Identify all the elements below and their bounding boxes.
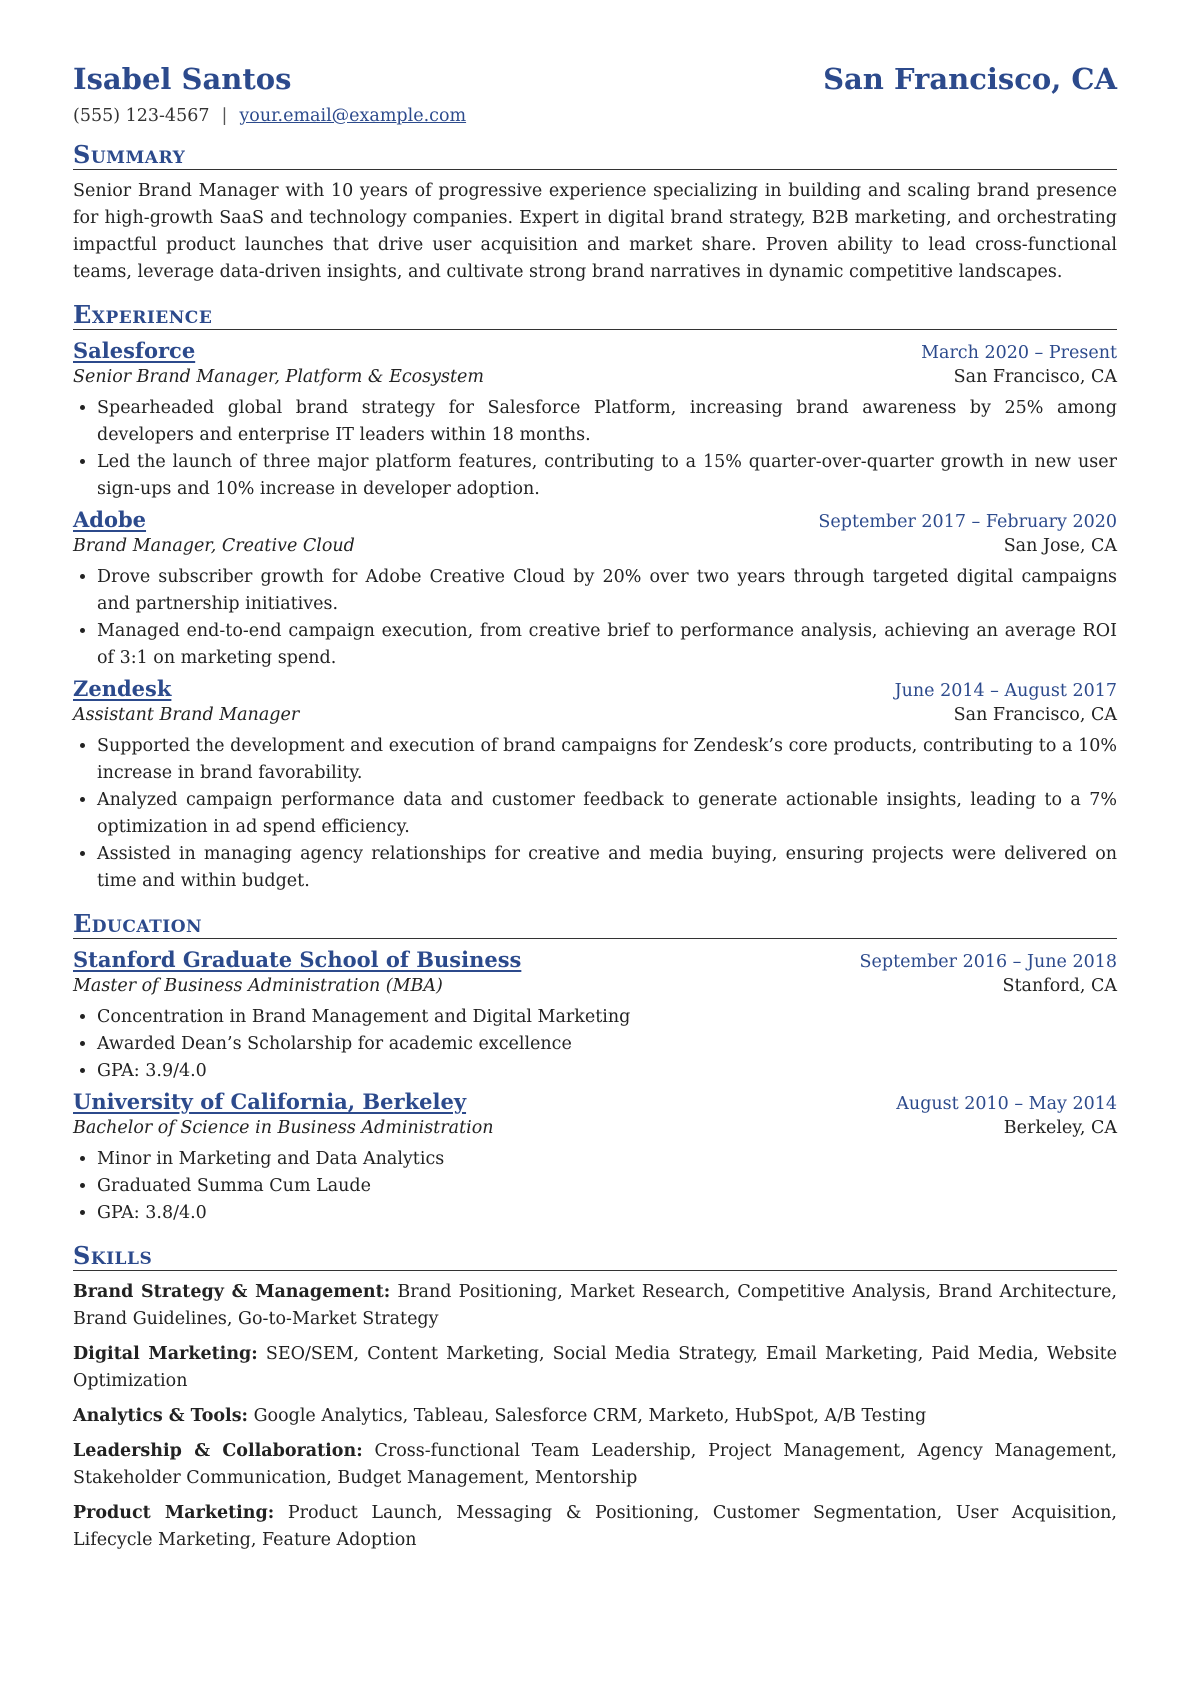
skill-category: Digital Marketing: bbox=[73, 1344, 258, 1364]
degree: Master of Business Administration (MBA) bbox=[73, 976, 443, 996]
skill-category: Analytics & Tools: bbox=[73, 1406, 248, 1426]
entry-header bbox=[73, 338, 1117, 363]
bullet-item: • Led the launch of three major platform features, contributing to a 15% quarter-over-quarter growth in new user sign-ups and 10% increase in developer adoption. bbox=[97, 449, 1117, 503]
skill-line bbox=[73, 1438, 1117, 1492]
entry-subheader bbox=[73, 976, 1117, 996]
experience-entry bbox=[73, 676, 1117, 895]
skill-list-text: SEO/SEM, Content Marketing, Social Media Strategy, Email Marketing, Paid Media, Website Optimization bbox=[73, 1344, 1117, 1391]
entry-subheader bbox=[73, 1118, 1117, 1138]
bullet-list bbox=[73, 1004, 1117, 1085]
skill-line bbox=[73, 1500, 1117, 1554]
skill-list-text: Google Analytics, Tableau, Salesforce CRM, Marketo, HubSpot, A/B Testing bbox=[253, 1406, 927, 1426]
skill-list-text: Brand Positioning, Market Research, Competitive Analysis, Brand Architecture, Brand Guidelines, Go-to-Market Strategy bbox=[73, 1282, 1117, 1329]
bullet-list bbox=[73, 564, 1117, 672]
summary-heading: Summary bbox=[73, 142, 1117, 170]
entry-dates: August 2010 – May 2014 bbox=[896, 1094, 1117, 1114]
skill-list-text: Product Launch, Messaging & Positioning, Customer Segmentation, User Acquisition, Lifecycle Marketing, Feature Adoption bbox=[73, 1503, 1117, 1550]
bullet-item: • Concentration in Brand Management and Digital Marketing bbox=[97, 1004, 1117, 1031]
email-link[interactable]: your.email@example.com bbox=[239, 106, 467, 126]
resume-header bbox=[73, 62, 1117, 96]
bullet-item: • GPA: 3.9/4.0 bbox=[97, 1058, 1117, 1085]
entry-location: Berkeley, CA bbox=[1003, 1118, 1117, 1138]
contact-line bbox=[73, 106, 1117, 126]
bullet-item: • Graduated Summa Cum Laude bbox=[97, 1173, 1117, 1200]
job-title: Senior Brand Manager, Platform & Ecosystem bbox=[73, 367, 485, 387]
school-name[interactable]: Stanford Graduate School of Business bbox=[73, 947, 522, 972]
school-name[interactable]: University of California, Berkeley bbox=[73, 1089, 467, 1114]
entry-dates: September 2017 – February 2020 bbox=[818, 512, 1117, 532]
entry-location: Stanford, CA bbox=[1002, 976, 1117, 996]
bullet-item: • Minor in Marketing and Data Analytics bbox=[97, 1146, 1117, 1173]
entry-header bbox=[73, 947, 1117, 972]
education-heading: Education bbox=[73, 911, 1117, 939]
entry-location: San Francisco, CA bbox=[953, 705, 1117, 725]
skill-line bbox=[73, 1279, 1117, 1333]
entry-subheader bbox=[73, 705, 1117, 725]
entry-header bbox=[73, 1089, 1117, 1114]
skill-category: Leadership & Collaboration: bbox=[73, 1441, 363, 1461]
bullet-item: • Spearheaded global brand strategy for Salesforce Platform, increasing brand awareness by 25% among developers and enterprise IT leaders within 18 months. bbox=[97, 395, 1117, 449]
entry-header bbox=[73, 507, 1117, 532]
entry-location: San Jose, CA bbox=[1003, 536, 1117, 556]
job-title: Assistant Brand Manager bbox=[73, 705, 300, 725]
company-name[interactable]: Salesforce bbox=[73, 338, 196, 363]
skill-line bbox=[73, 1403, 1117, 1430]
job-title: Brand Manager, Creative Cloud bbox=[73, 536, 355, 556]
education-entry bbox=[73, 1089, 1117, 1227]
entry-location: San Francisco, CA bbox=[953, 367, 1117, 387]
entry-dates: March 2020 – Present bbox=[921, 343, 1117, 363]
bullet-item: • Managed end-to-end campaign execution, from creative brief to performance analysis, achieving an average ROI of 3:1 on marketing spend. bbox=[97, 618, 1117, 672]
bullet-item: • Awarded Dean’s Scholarship for academic excellence bbox=[97, 1031, 1117, 1058]
bullet-item: • GPA: 3.8/4.0 bbox=[97, 1200, 1117, 1227]
entry-dates: June 2014 – August 2017 bbox=[894, 681, 1117, 701]
skill-category: Brand Strategy & Management: bbox=[73, 1282, 391, 1302]
entry-dates: September 2016 – June 2018 bbox=[859, 952, 1117, 972]
bullet-list bbox=[73, 395, 1117, 503]
experience-heading: Experience bbox=[73, 302, 1117, 330]
candidate-location: San Francisco, CA bbox=[823, 62, 1117, 96]
phone-number: (555) 123-4567 bbox=[73, 106, 210, 126]
company-name[interactable]: Adobe bbox=[73, 507, 147, 532]
education-list bbox=[73, 947, 1117, 1227]
skills-list bbox=[73, 1279, 1117, 1554]
experience-list bbox=[73, 338, 1117, 895]
skill-line bbox=[73, 1341, 1117, 1395]
contact-separator: | bbox=[221, 106, 228, 126]
bullet-item: • Assisted in managing agency relationships for creative and media buying, ensuring projects were delivered on time and within budget. bbox=[97, 841, 1117, 895]
skills-heading: Skills bbox=[73, 1243, 1117, 1271]
skill-category: Product Marketing: bbox=[73, 1503, 275, 1523]
company-name[interactable]: Zendesk bbox=[73, 676, 172, 701]
entry-subheader bbox=[73, 536, 1117, 556]
bullet-list bbox=[73, 733, 1117, 895]
experience-entry bbox=[73, 338, 1117, 503]
bullet-item: • Analyzed campaign performance data and customer feedback to generate actionable insights, leading to a 7% optimization in ad spend efficiency. bbox=[97, 787, 1117, 841]
bullet-item: • Drove subscriber growth for Adobe Creative Cloud by 20% over two years through targeted digital campaigns and partnership initiatives. bbox=[97, 564, 1117, 618]
entry-subheader bbox=[73, 367, 1117, 387]
bullet-item: • Supported the development and execution of brand campaigns for Zendesk’s core products, contributing to a 10% increase in brand favorability. bbox=[97, 733, 1117, 787]
experience-entry bbox=[73, 507, 1117, 672]
candidate-name: Isabel Santos bbox=[73, 62, 292, 96]
degree: Bachelor of Science in Business Administration bbox=[73, 1118, 494, 1138]
entry-header bbox=[73, 676, 1117, 701]
skill-list-text: Cross-functional Team Leadership, Project Management, Agency Management, Stakeholder Communication, Budget Management, Mentorship bbox=[73, 1441, 1117, 1488]
education-entry bbox=[73, 947, 1117, 1085]
summary-text: Senior Brand Manager with 10 years of progressive experience specializing in building and scaling brand presence for high-growth SaaS and technology companies. Expert in digital brand strategy, B2B marketing, and orchestrating impactful product launches that drive user acquisition and market share. Proven ability to lead cross-functional teams, leverage data-driven insights, and cultivate strong brand narratives in dynamic competitive landscapes. bbox=[73, 181, 1117, 282]
bullet-list bbox=[73, 1146, 1117, 1227]
